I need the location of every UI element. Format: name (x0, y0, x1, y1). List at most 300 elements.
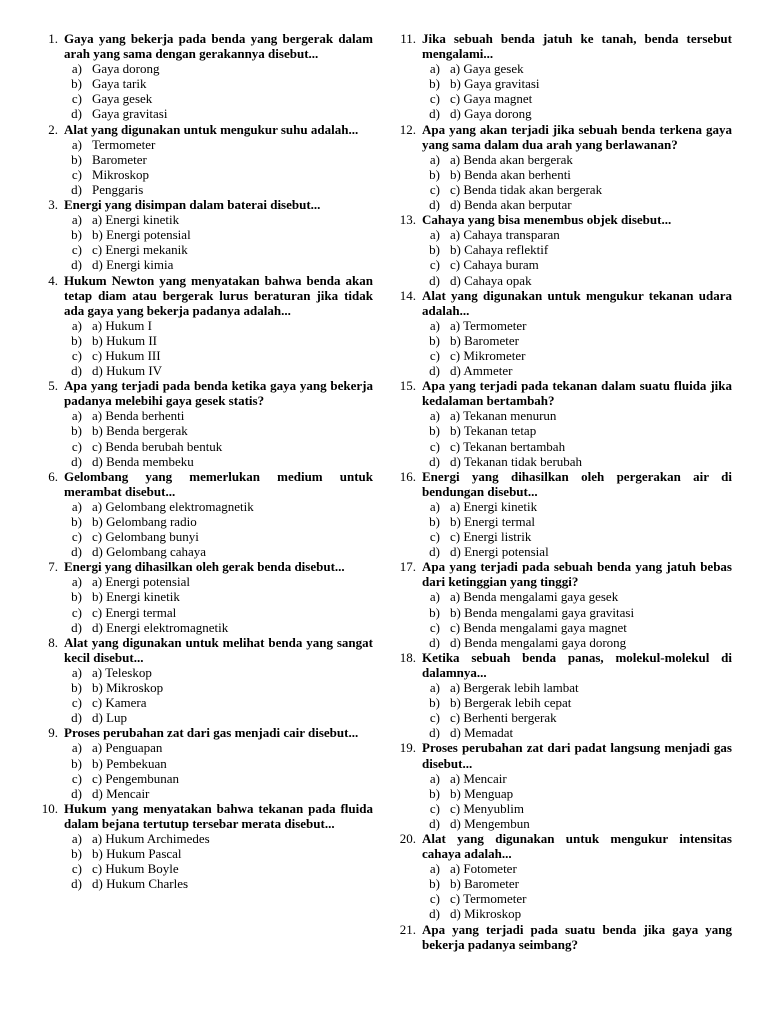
right-column (392, 31, 732, 952)
option-text: Barometer (92, 151, 147, 167)
option-item (34, 348, 373, 363)
option-text: c) Tekanan bertambah (450, 438, 566, 454)
option-label: c) (429, 181, 440, 197)
question-number: 13. (399, 212, 416, 228)
options-list (392, 152, 732, 212)
option-label: a) (429, 151, 440, 167)
option-label: c) (429, 891, 440, 907)
option-item (34, 831, 373, 846)
option-item (392, 876, 732, 891)
option-text: d) Benda membeku (92, 453, 194, 469)
option-text: b) Tekanan tetap (450, 423, 537, 439)
option-item (34, 454, 373, 469)
question (392, 922, 732, 952)
question-number: 1. (48, 31, 58, 46)
option-label: b) (429, 76, 440, 92)
question-number: 3. (48, 197, 58, 213)
option-text: c) Energi listrik (450, 529, 532, 545)
option-label: c) (429, 529, 440, 545)
option-item (392, 771, 732, 786)
option-item (34, 756, 373, 771)
option-label: b) (71, 76, 82, 92)
question-block (392, 212, 732, 287)
option-item (392, 710, 732, 725)
option-item (34, 710, 373, 725)
question (392, 469, 732, 499)
option-item (34, 408, 373, 423)
option-label: c) (429, 619, 440, 635)
option-text: d) Benda akan berputar (450, 197, 572, 213)
question (34, 378, 373, 408)
question-block (34, 378, 373, 469)
option-item (392, 454, 732, 469)
option-label: b) (429, 332, 440, 348)
option-text: d) Memadat (450, 725, 514, 741)
option-label: b) (71, 680, 82, 696)
option-item (392, 589, 732, 604)
option-label: c) (71, 91, 82, 107)
question-text: Apa yang akan terjadi jika sebuah benda terkena gaya yang sama dalam dua arah yang berlawanan? (422, 121, 732, 152)
options-list (34, 137, 373, 197)
option-label: a) (71, 136, 82, 152)
option-text: a) Teleskop (92, 664, 152, 680)
option-text: d) Hukum Charles (92, 876, 189, 892)
option-item (392, 439, 732, 454)
question (34, 635, 373, 665)
options-list (34, 740, 373, 800)
option-label: a) (71, 317, 82, 333)
question (34, 559, 373, 574)
question-text: Alat yang digunakan untuk mengukur suhu adalah... (64, 121, 359, 137)
option-text: b) Menguap (450, 785, 514, 801)
option-label: c) (429, 438, 440, 454)
question (392, 122, 732, 152)
option-label: d) (429, 197, 440, 213)
option-text: d) Gelombang cahaya (92, 544, 207, 560)
options-list (392, 771, 732, 831)
question-block (392, 740, 732, 831)
option-item (392, 861, 732, 876)
option-label: d) (71, 181, 82, 197)
option-item (34, 212, 373, 227)
option-item (392, 242, 732, 257)
question-text: Ketika sebuah benda panas, molekul-molekul di dalamnya... (422, 649, 732, 680)
option-label: b) (71, 755, 82, 771)
option-text: d) Hukum IV (92, 363, 163, 379)
option-label: d) (71, 785, 82, 801)
option-text: c) Benda mengalami gaya magnet (450, 619, 627, 635)
option-label: d) (71, 710, 82, 726)
option-item (392, 152, 732, 167)
option-item (392, 348, 732, 363)
question-text: Cahaya yang bisa menembus objek disebut... (422, 212, 672, 228)
option-item (34, 333, 373, 348)
question-number: 5. (48, 378, 58, 394)
question-block (34, 31, 373, 122)
question-number: 2. (48, 121, 58, 137)
question (392, 31, 732, 61)
option-label: b) (429, 785, 440, 801)
option-label: d) (71, 619, 82, 635)
question-number: 14. (399, 287, 416, 303)
option-item (392, 61, 732, 76)
question-text: Hukum Newton yang menyatakan bahwa benda akan tetap diam atau bergerak lurus beraturan jika tidak ada gaya yang bekerja padanya adalah... (64, 272, 373, 318)
option-item (34, 61, 373, 76)
option-item (34, 514, 373, 529)
option-text: d) Cahaya opak (450, 272, 532, 288)
option-label: a) (71, 830, 82, 846)
option-text: Gaya gesek (92, 91, 153, 107)
question (392, 831, 732, 861)
option-item (34, 574, 373, 589)
option-text: a) Tekanan menurun (450, 408, 557, 424)
option-label: b) (71, 423, 82, 439)
option-text: c) Benda berubah bentuk (92, 438, 223, 454)
option-item (392, 227, 732, 242)
option-text: d) Ammeter (450, 363, 513, 379)
option-label: b) (429, 604, 440, 620)
question-text: Proses perubahan zat dari padat langsung menjadi gas disebut... (422, 740, 732, 771)
option-label: d) (429, 272, 440, 288)
option-label: a) (71, 574, 82, 590)
option-label: d) (71, 363, 82, 379)
question-text: Apa yang terjadi pada benda ketika gaya yang bekerja padanya melebihi gaya gesek statis? (64, 378, 373, 409)
option-item (392, 499, 732, 514)
option-label: d) (429, 363, 440, 379)
option-item (392, 76, 732, 91)
option-text: c) Hukum III (92, 347, 161, 363)
option-label: a) (429, 61, 440, 77)
question (392, 650, 732, 680)
option-item (392, 408, 732, 423)
option-text: a) Energi kinetik (450, 498, 538, 514)
options-list (34, 318, 373, 378)
option-text: b) Bergerak lebih cepat (450, 695, 572, 711)
option-item (392, 680, 732, 695)
option-item (392, 605, 732, 620)
options-list (34, 665, 373, 725)
option-text: Penggaris (92, 181, 144, 197)
option-label: b) (429, 242, 440, 258)
option-text: d) Lup (92, 710, 128, 726)
options-list (34, 61, 373, 121)
option-text: d) Gaya dorong (450, 106, 532, 122)
option-item (34, 695, 373, 710)
option-label: a) (429, 227, 440, 243)
option-text: c) Menyublim (450, 800, 525, 816)
question-text: Jika sebuah benda jatuh ke tanah, benda tersebut mengalami... (422, 31, 732, 62)
option-text: Gaya tarik (92, 76, 147, 92)
option-label: c) (71, 347, 82, 363)
option-item (392, 106, 732, 121)
option-text: Gaya gravitasi (92, 106, 168, 122)
question-text: Apa yang terjadi pada suatu benda jika gaya yang bekerja padanya seimbang? (422, 921, 732, 952)
option-label: a) (71, 61, 82, 77)
option-text: b) Barometer (450, 332, 519, 348)
question (34, 31, 373, 61)
question-block (34, 725, 373, 800)
option-label: d) (429, 815, 440, 831)
question-text: Alat yang digunakan untuk mengukur intensitas cahaya adalah... (422, 830, 732, 862)
question-text: Energi yang dihasilkan oleh gerak benda disebut... (64, 559, 345, 575)
question-block (34, 801, 373, 892)
option-label: a) (429, 589, 440, 605)
option-label: c) (71, 166, 82, 182)
option-item (392, 620, 732, 635)
left-column (34, 31, 373, 891)
option-text: b) Gelombang radio (92, 514, 197, 529)
option-text: c) Termometer (450, 891, 527, 907)
question-block (34, 122, 373, 197)
option-item (34, 242, 373, 257)
option-item (34, 167, 373, 182)
option-text: b) Benda akan berhenti (450, 166, 571, 182)
question (34, 725, 373, 740)
option-item (34, 499, 373, 514)
option-label: a) (71, 498, 82, 514)
option-text: a) Benda berhenti (92, 408, 185, 424)
option-text: d) Tekanan tidak berubah (450, 453, 583, 469)
option-label: a) (429, 861, 440, 877)
option-text: c) Cahaya buram (450, 257, 539, 273)
option-text: b) Mikroskop (92, 680, 164, 696)
option-text: b) Energi potensial (92, 227, 191, 243)
question-block (392, 922, 732, 952)
option-text: a) Termometer (450, 317, 527, 333)
options-list (392, 499, 732, 559)
option-text: b) Energi termal (450, 514, 535, 529)
question-text: Hukum yang menyatakan bahwa tekanan pada fluida dalam bejana tertutup tersebar merata disebut... (64, 800, 373, 831)
option-label: d) (71, 544, 82, 560)
option-label: a) (429, 680, 440, 696)
option-item (392, 906, 732, 921)
option-label: a) (429, 770, 440, 786)
option-label: c) (71, 242, 82, 258)
option-text: c) Energi mekanik (92, 242, 188, 258)
option-label: c) (429, 347, 440, 363)
option-text: Gaya dorong (92, 61, 160, 77)
option-item (34, 876, 373, 891)
option-label: a) (71, 740, 82, 756)
option-text: d) Energi elektromagnetik (92, 619, 229, 635)
option-label: c) (71, 438, 82, 454)
option-item (392, 182, 732, 197)
option-text: Mikroskop (92, 166, 150, 182)
option-item (392, 529, 732, 544)
option-text: c) Kamera (92, 695, 147, 711)
option-text: c) Gaya magnet (450, 91, 533, 107)
option-text: c) Gelombang bunyi (92, 529, 199, 545)
option-label: b) (71, 846, 82, 862)
option-label: a) (71, 408, 82, 424)
option-label: c) (71, 695, 82, 711)
options-list (34, 499, 373, 559)
option-item (34, 665, 373, 680)
question-number: 6. (48, 468, 58, 484)
question (34, 273, 373, 318)
option-text: c) Hukum Boyle (92, 861, 179, 877)
question-block (392, 650, 732, 741)
option-text: a) Bergerak lebih lambat (450, 680, 579, 696)
option-text: b) Gaya gravitasi (450, 76, 540, 92)
option-label: a) (71, 664, 82, 680)
option-item (34, 91, 373, 106)
options-list (392, 680, 732, 740)
option-text: b) Energi kinetik (92, 589, 180, 605)
option-item (34, 152, 373, 167)
question (392, 740, 732, 770)
question-text: Alat yang digunakan untuk mengukur tekanan udara adalah... (422, 287, 732, 318)
option-label: c) (71, 529, 82, 545)
option-item (34, 680, 373, 695)
question-text: Energi yang dihasilkan oleh pergerakan air di bendungan disebut... (422, 468, 732, 499)
option-text: a) Benda akan bergerak (450, 151, 573, 167)
option-label: c) (71, 770, 82, 786)
option-text: c) Energi termal (92, 604, 177, 620)
question-block (34, 197, 373, 272)
option-label: b) (429, 514, 440, 529)
option-item (34, 740, 373, 755)
option-label: a) (429, 408, 440, 424)
option-label: b) (429, 876, 440, 892)
option-text: a) Energi potensial (92, 574, 190, 590)
option-label: d) (429, 906, 440, 922)
option-label: b) (71, 227, 82, 243)
option-label: b) (71, 332, 82, 348)
question-number: 17. (399, 559, 416, 575)
question-text: Energi yang disimpan dalam baterai disebut... (64, 197, 321, 213)
question-block (392, 288, 732, 379)
option-item (34, 363, 373, 378)
option-text: a) Benda mengalami gaya gesek (450, 589, 619, 605)
options-list (392, 61, 732, 121)
option-item (392, 544, 732, 559)
question-block (392, 378, 732, 469)
question-block (392, 559, 732, 650)
question-number: 4. (48, 272, 58, 288)
option-item (34, 423, 373, 438)
question (392, 212, 732, 227)
option-label: b) (429, 423, 440, 439)
question (34, 122, 373, 137)
option-item (34, 620, 373, 635)
option-item (34, 76, 373, 91)
option-item (34, 589, 373, 604)
option-item (34, 786, 373, 801)
option-label: d) (429, 634, 440, 650)
option-item (392, 891, 732, 906)
question (392, 378, 732, 408)
question-number: 9. (48, 725, 58, 741)
option-item (34, 257, 373, 272)
option-text: a) Mencair (450, 770, 507, 786)
option-text: c) Mikrometer (450, 347, 526, 363)
option-item (34, 861, 373, 876)
question-block (392, 31, 732, 122)
option-text: a) Fotometer (450, 861, 517, 877)
option-item (392, 695, 732, 710)
option-label: d) (429, 544, 440, 560)
option-text: a) Gaya gesek (450, 61, 524, 77)
option-item (392, 816, 732, 831)
question-number: 16. (399, 468, 416, 484)
options-list (392, 227, 732, 287)
option-label: b) (71, 514, 82, 529)
question (34, 801, 373, 831)
options-list (34, 574, 373, 634)
option-text: a) Hukum I (92, 317, 152, 333)
question-number: 20. (399, 830, 416, 846)
option-item (34, 106, 373, 121)
option-text: Termometer (92, 136, 156, 152)
option-item (34, 439, 373, 454)
question (392, 288, 732, 318)
question (34, 197, 373, 212)
option-text: b) Benda mengalami gaya gravitasi (450, 604, 635, 620)
options-list (34, 831, 373, 891)
question-text: Gaya yang bekerja pada benda yang bergerak dalam arah yang sama dengan gerakannya disebut... (64, 31, 373, 62)
options-list (392, 408, 732, 468)
option-label: d) (71, 257, 82, 273)
option-item (392, 725, 732, 740)
option-text: a) Gelombang elektromagnetik (92, 498, 254, 514)
option-item (34, 137, 373, 152)
option-label: c) (429, 710, 440, 726)
question (34, 469, 373, 499)
option-item (392, 197, 732, 212)
option-label: a) (429, 317, 440, 333)
option-text: a) Penguapan (92, 740, 163, 756)
option-item (34, 544, 373, 559)
question-text: Apa yang terjadi pada sebuah benda yang jatuh bebas dari ketinggian yang tinggi? (422, 559, 732, 590)
option-label: d) (71, 876, 82, 892)
option-label: d) (429, 106, 440, 122)
question-text: Alat yang digunakan untuk melihat benda yang sangat kecil disebut... (64, 634, 373, 665)
question-number: 19. (399, 740, 416, 756)
option-text: c) Pengembunan (92, 770, 180, 786)
option-text: d) Energi potensial (450, 544, 549, 560)
option-label: b) (71, 151, 82, 167)
option-item (34, 605, 373, 620)
option-item (392, 363, 732, 378)
question-number: 15. (399, 378, 416, 394)
option-item (392, 333, 732, 348)
option-item (392, 91, 732, 106)
option-text: b) Benda bergerak (92, 423, 188, 439)
option-item (34, 182, 373, 197)
option-label: b) (71, 589, 82, 605)
option-text: b) Pembekuan (92, 755, 167, 771)
option-item (34, 318, 373, 333)
options-list (392, 318, 732, 378)
option-item (392, 635, 732, 650)
option-text: d) Mencair (92, 785, 150, 801)
question-block (34, 559, 373, 634)
option-item (34, 227, 373, 242)
option-label: c) (71, 604, 82, 620)
option-text: d) Mengembun (450, 815, 530, 831)
option-label: d) (429, 453, 440, 469)
option-text: b) Hukum Pascal (92, 846, 182, 862)
option-label: c) (71, 861, 82, 877)
question-block (34, 469, 373, 560)
option-text: a) Energi kinetik (92, 212, 180, 228)
option-text: c) Benda tidak akan bergerak (450, 181, 603, 197)
option-label: d) (429, 725, 440, 741)
option-text: a) Hukum Archimedes (92, 830, 210, 846)
options-list (34, 212, 373, 272)
option-label: b) (429, 695, 440, 711)
